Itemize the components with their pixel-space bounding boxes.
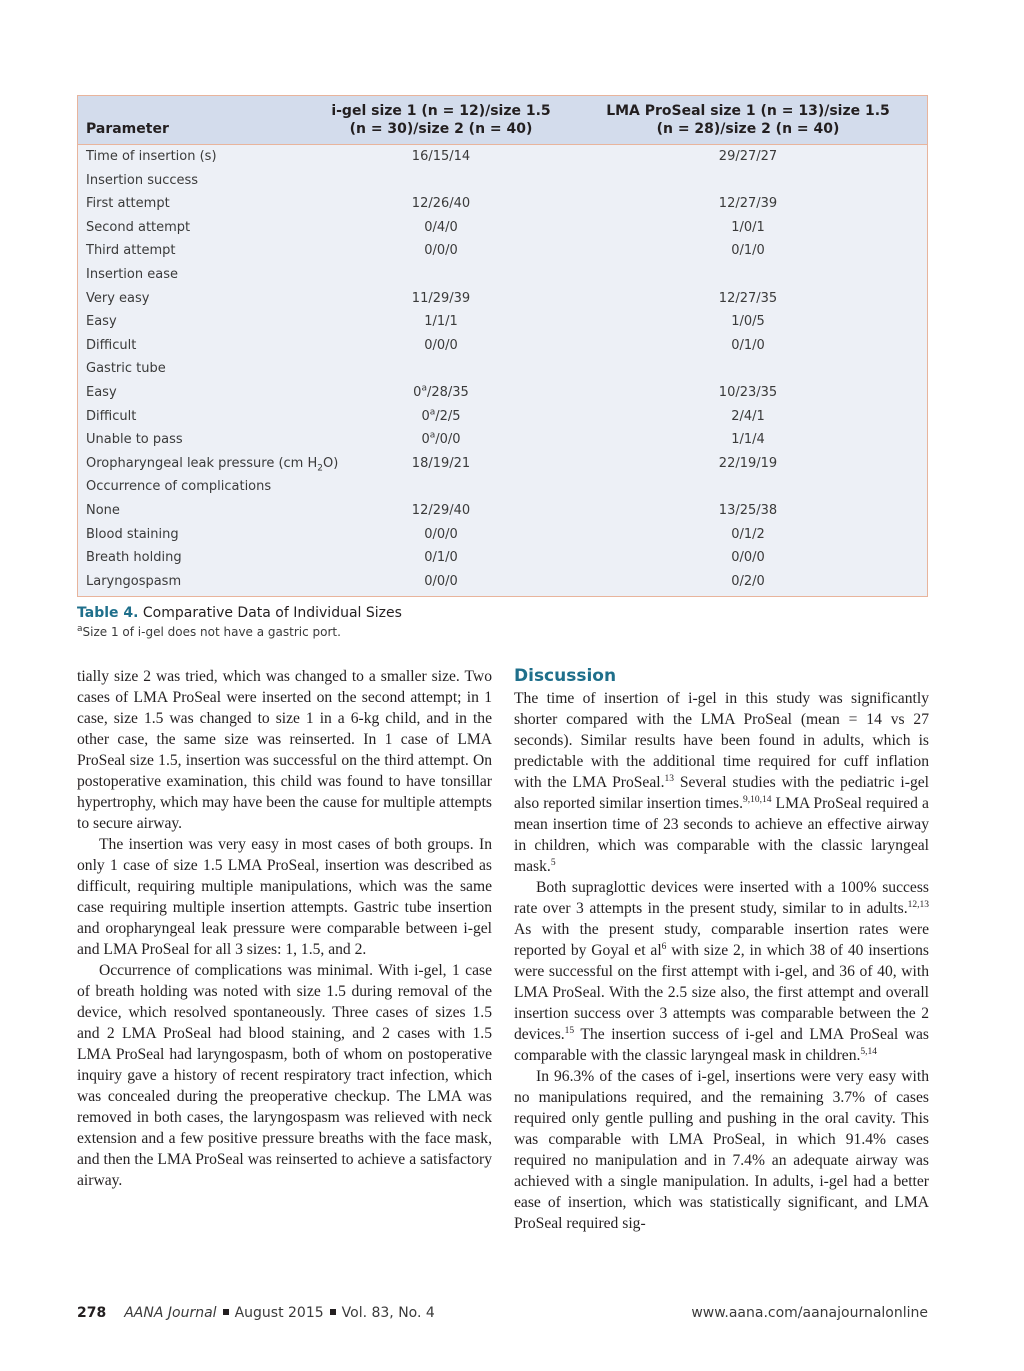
journal-name: AANA Journal xyxy=(124,1305,217,1321)
cell-igel: 0/0/0 xyxy=(424,573,458,589)
table-row xyxy=(78,287,927,311)
table-row xyxy=(78,310,927,334)
cell-parameter: Easy xyxy=(86,314,117,330)
table-row xyxy=(78,263,927,287)
table-row xyxy=(78,192,927,216)
cell-igel: 1/1/1 xyxy=(424,314,458,330)
cell-lma: 0/1/2 xyxy=(731,526,765,542)
cell-parameter: First attempt xyxy=(86,196,170,212)
table-row xyxy=(78,546,927,570)
table-row xyxy=(78,570,927,594)
table-row xyxy=(78,169,927,193)
cell-parameter: Blood staining xyxy=(86,526,179,542)
cell-parameter: Gastric tube xyxy=(86,361,166,377)
citation: 13 xyxy=(664,773,674,784)
cell-lma: 2/4/1 xyxy=(731,408,765,424)
table-footnote xyxy=(77,625,341,639)
cell-lma: 0/1/0 xyxy=(731,243,765,259)
cell-lma: 1/1/4 xyxy=(731,432,765,448)
citation: 6 xyxy=(661,941,667,952)
header-igel-line2: (n = 30)/size 2 (n = 40) xyxy=(349,121,533,137)
separator-square-icon xyxy=(330,1309,336,1315)
table-caption xyxy=(77,605,402,621)
section-heading: Discussion xyxy=(514,666,617,686)
citation: 5 xyxy=(550,857,556,868)
header-lma xyxy=(576,102,920,138)
cell-parameter: Insertion ease xyxy=(86,266,178,282)
table-title: Comparative Data of Individual Sizes xyxy=(142,605,402,621)
cell-parameter: Laryngospasm xyxy=(86,573,182,589)
cell-igel: 18/19/21 xyxy=(411,455,471,471)
cell-parameter: Second attempt xyxy=(86,219,191,235)
table-row xyxy=(78,475,927,499)
cell-lma: 1/0/1 xyxy=(731,219,765,235)
cell-parameter: Occurrence of complications xyxy=(86,479,272,495)
footnote-mark: a xyxy=(77,624,83,634)
cell-igel: 0/1/0 xyxy=(424,550,458,566)
table-row xyxy=(78,334,927,358)
paragraph: Occurrence of complications was minimal. With i-gel, 1 case of breath holding was noted with size 1.5 during removal of the device, which resolved spontaneously. Three cases of sizes 1.5 and 2 LMA ProSeal had blood staining, and 2 cases with 1.5 LMA ProSeal had laryngospasm, both of whom on postoperative inquiry gave a history of recent respiratory tract infection, which was concealed during the preoperative checkup. The LMA was removed in both cases, the laryngospasm was relieved with neck extension and a few positive pressure breaths with the face mask, and then the LMA ProSeal was reinserted to achieve a satisfactory airway. xyxy=(77,962,492,1189)
cell-igel: 0/0/0 xyxy=(424,243,458,259)
table-body xyxy=(78,145,927,593)
right-column xyxy=(514,666,929,1234)
cell-parameter: Oropharyngeal leak pressure (cm $H_2O$) xyxy=(86,455,339,474)
cell-parameter: Very easy xyxy=(86,290,150,306)
header-lma-line1: LMA ProSeal size 1 (n = 13)/size 1.5 xyxy=(606,103,890,119)
cell-lma: 0/0/0 xyxy=(731,550,765,566)
cell-lma: 12/27/39 xyxy=(718,196,778,212)
cell-parameter: Breath holding xyxy=(86,550,182,566)
cell-parameter: Insertion success xyxy=(86,172,199,188)
cell-lma: 22/19/19 xyxy=(718,455,778,471)
citation: 12,13 xyxy=(907,899,929,910)
paragraph: The time of insertion of i-gel in this study was significantly shorter compared with the LMA ProSeal (mean = 14 vs 27 seconds). Similar results have been found in adults, which is predictable with the additional time required for cuff inflation with the LMA ProSeal.$^{13}$ Several studies with the pediatric i-gel also reported similar insertion times.$^{9,10,14}$ LMA ProSeal required a mean insertion time of 23 seconds to achieve an effective airway in children, which was comparable with the classic laryngeal mask.$^5$ xyxy=(514,690,929,875)
paragraph: The insertion was very easy in most cases of both groups. In only 1 case of size 1.5 LMA ProSeal, insertion was described as difficult, requiring multiple manipulations, which was the same case requiring multiple insertion attempts. Gastric tube insertion and oropharyngeal leak pressure were comparable between i-gel and LMA ProSeal for all 3 sizes: 1, 1.5, and 2. xyxy=(77,836,492,958)
journal-url[interactable]: www.aana.com/aanajournalonline xyxy=(691,1305,928,1321)
header-lma-line2: (n = 28)/size 2 (n = 40) xyxy=(656,121,840,137)
cell-lma: 0/2/0 xyxy=(731,573,765,589)
page-footer xyxy=(77,1305,928,1325)
footnote-text: Size 1 of i-gel does not have a gastric port. xyxy=(82,625,341,639)
citation: 5,14 xyxy=(860,1046,878,1057)
header-parameter: Parameter xyxy=(86,121,169,137)
cell-igel: 0/0/0 xyxy=(424,526,458,542)
cell-lma: 29/27/27 xyxy=(718,149,778,164)
cell-lma: 0/1/0 xyxy=(731,337,765,353)
issue-date: August 2015 xyxy=(234,1305,324,1321)
cell-igel: 0/0/0 xyxy=(424,337,458,353)
cell-parameter: Third attempt xyxy=(86,243,176,259)
cell-igel: 0/4/0 xyxy=(424,219,458,235)
table-row xyxy=(78,357,927,381)
cell-lma: 10/23/35 xyxy=(718,384,778,400)
table-label: Table 4. xyxy=(77,605,139,621)
paragraph: Both supraglottic devices were inserted with a 100% success rate over 3 attempts in the present study, similar to in adults.$^{12,13}$ As with the present study, comparable insertion rates were reported by Goyal et $al^6$ with size 2, in which 38 of 40 insertions were successful on the first attempt with i-gel, and 36 of 40, with LMA ProSeal. With the 2.5 size also, the first attempt and overall insertion success over 3 attempts was comparable between the 2 devices.$^{15}$ The insertion success of i-gel and LMA ProSeal was comparable with the classic laryngeal mask in children.$^{5,14}$ xyxy=(514,879,929,1064)
paragraph: tially size 2 was tried, which was changed to a smaller size. Two cases of LMA ProSeal were inserted on the second attempt; in 1 case, size 1.5 was changed to size 1 in a 6-kg child, and in the other case, the same size was reinserted. In 1 case of LMA ProSeal size 1.5, insertion was successful on the third attempt. On postoperative examination, this child was found to have tonsillar hypertrophy, which may have been the cause for multiple attempts to secure airway. xyxy=(77,668,492,832)
cell-lma: 1/0/5 xyxy=(731,314,765,330)
table-row xyxy=(78,499,927,523)
separator-square-icon xyxy=(223,1309,229,1315)
table-row xyxy=(78,523,927,547)
left-column xyxy=(77,666,492,1191)
table-row xyxy=(78,145,927,169)
cell-igel: 12/29/40 xyxy=(411,502,471,518)
issue-volume: Vol. 83, No. 4 xyxy=(341,1305,435,1321)
citation: 15 xyxy=(564,1025,575,1036)
cell-parameter: None xyxy=(86,502,120,518)
cell-parameter: Time of insertion (s) xyxy=(86,149,217,164)
cell-igel: 12/26/40 xyxy=(411,196,471,212)
table-row xyxy=(78,381,927,405)
cell-lma: 12/27/35 xyxy=(718,290,778,306)
paragraph: In 96.3% of the cases of i-gel, insertions were very easy with no manipulations required, and the remaining 3.7% of cases required only gentle pulling and pushing in the oral cavity. This was comparable with LMA ProSeal, in which 91.4% cases required no manipulation and in 7.4% an adequate airway was achieved with a single manipulation. In adults, i-gel had a better ease of insertion, which was statistically significant, and LMA ProSeal required sig- xyxy=(514,1068,929,1232)
cell-parameter: Easy xyxy=(86,384,117,400)
citation: 9,10,14 xyxy=(742,794,772,805)
cell-igel: 0$^a$/0/0 xyxy=(421,430,461,448)
table-row xyxy=(78,216,927,240)
cell-igel: 16/15/14 xyxy=(411,149,471,164)
cell-igel: 0$^a$/28/35 xyxy=(413,383,469,400)
table-row xyxy=(78,405,927,429)
data-table xyxy=(77,95,928,597)
table-row xyxy=(78,239,927,263)
cell-parameter: Difficult xyxy=(86,337,137,353)
cell-igel: 11/29/39 xyxy=(411,290,471,306)
cell-lma: 13/25/38 xyxy=(718,502,778,518)
header-igel-line1: i-gel size 1 (n = 12)/size 1.5 xyxy=(331,103,551,119)
cell-parameter: Difficult xyxy=(86,408,137,424)
cell-igel: 0$^a$/2/5 xyxy=(421,407,461,424)
cell-parameter: Unable to pass xyxy=(86,432,183,448)
header-igel xyxy=(310,102,572,138)
page-number: 278 xyxy=(77,1305,107,1321)
table-row xyxy=(78,452,927,476)
table-header xyxy=(78,96,927,145)
table-row xyxy=(78,428,927,452)
